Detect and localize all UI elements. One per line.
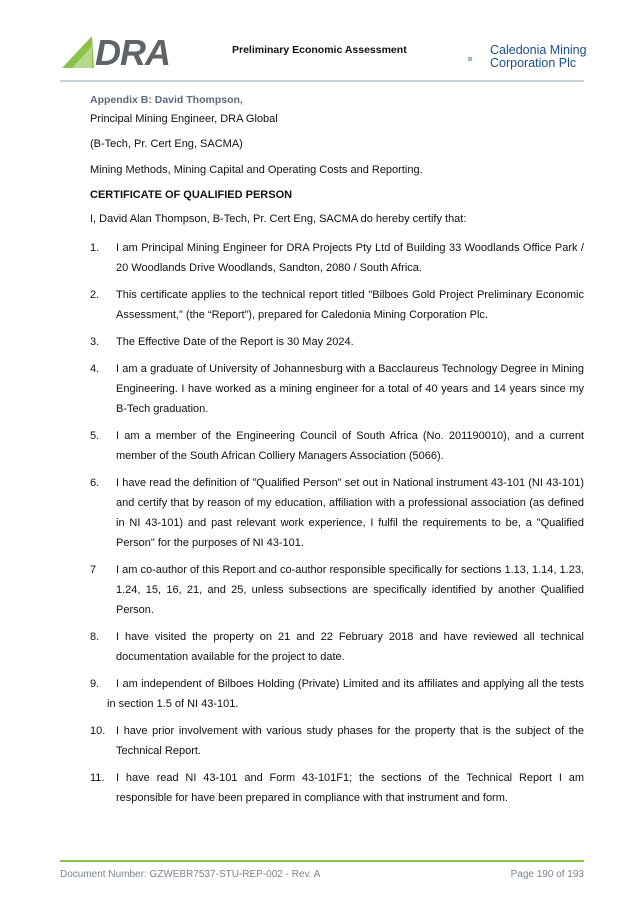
- list-item-number: 8.: [90, 631, 100, 643]
- list-item-number: 6.: [90, 477, 100, 489]
- list-item-number: 7: [90, 564, 97, 576]
- header-divider: [60, 80, 584, 82]
- list-item: [90, 238, 584, 278]
- list-item-text: I have visited the property on 21 and 22 February 2018 and have reviewed all technical documentation available for the project to date.: [116, 631, 584, 663]
- page-number: Page 190 of 193: [510, 869, 584, 880]
- dra-logo-text: DRA: [95, 34, 170, 68]
- list-item-text: I am a graduate of University of Johannesburg with a Bacclaureus Technology Degree in Mining Engineering. I have worked as a mining engineer for a total of 40 years and 14 years since my B-Tech graduation.: [116, 363, 584, 415]
- list-item: [90, 332, 584, 352]
- certify-statement: I, David Alan Thompson, B-Tech, Pr. Cert Eng, SACMA do hereby certify that:: [90, 213, 467, 225]
- certification-list: [90, 238, 584, 808]
- list-item: [90, 674, 584, 714]
- list-item: [90, 627, 584, 667]
- caledonia-logo-icon: [468, 44, 490, 74]
- list-item-number: 5.: [90, 430, 100, 442]
- caledonia-logo-line2: Corporation Plc: [490, 56, 577, 70]
- caledonia-logo-line1: Caledonia Mining: [490, 43, 587, 57]
- list-item-text: I have read NI 43-101 and Form 43-101F1; the sections of the Technical Report I am responsible for have been prepared in compliance with that instrument and form.: [116, 772, 584, 804]
- list-item-text: I am a member of the Engineering Council of South Africa (No. 201190010), and a current member of the South African Colliery Managers Association (5066).: [116, 430, 584, 462]
- list-item-text: I have prior involvement with various study phases for the property that is the subject of the Technical Report.: [116, 725, 584, 757]
- list-item: [90, 473, 584, 553]
- list-item-text: I have read the definition of "Qualified Person" set out in National instrument 43-101 (NI 43-101) and certify that by reason of my education, affiliation with a professional association (as defined in NI 43-101) and past relevant work experience, I fulfil the requirements to be, a "Qualified Person" for the purposes of NI 43-101.: [116, 477, 584, 549]
- intro-line-1: Principal Mining Engineer, DRA Global: [90, 113, 278, 125]
- list-item-text: I am Principal Mining Engineer for DRA Projects Pty Ltd of Building 33 Woodlands Office Park / 20 Woodlands Drive Woodlands, Sandton, 2080 / South Africa.: [116, 242, 584, 274]
- list-item-text: This certificate applies to the technical report titled "Bilboes Gold Project Preliminary Economic Assessment," (the “Report”), prepared for Caledonia Mining Corporation Plc.: [116, 289, 584, 321]
- document-title: Preliminary Economic Assessment: [232, 44, 407, 56]
- list-item-number: 11.: [90, 772, 105, 784]
- caledonia-logo-text: [490, 44, 587, 70]
- document-number: Document Number: GZWEBR7537-STU-REP-002 - Rev. A: [60, 869, 321, 880]
- list-item-number: 9.: [90, 678, 100, 690]
- page-header: [0, 0, 644, 86]
- dra-logo: [62, 34, 196, 68]
- list-item: [90, 285, 584, 325]
- intro-line-3: Mining Methods, Mining Capital and Operating Costs and Reporting.: [90, 164, 423, 176]
- list-item: [90, 426, 584, 466]
- intro-line-2: (B-Tech, Pr. Cert Eng, SACMA): [90, 138, 243, 150]
- list-item-number: 2.: [90, 289, 100, 301]
- list-item: [90, 768, 584, 808]
- list-item-text: I am independent of Bilboes Holding (Private) Limited and its affiliates and applying all the tests in section 1.5 of NI 43-101.: [107, 678, 584, 710]
- list-item-text: The Effective Date of the Report is 30 May 2024.: [116, 336, 354, 348]
- list-item: [90, 721, 584, 761]
- list-item-number: 4.: [90, 363, 100, 375]
- list-item-number: 3.: [90, 336, 100, 348]
- certificate-heading: CERTIFICATE OF QUALIFIED PERSON: [90, 189, 293, 201]
- list-item: [90, 560, 584, 620]
- list-item-text: I am co-author of this Report and co-author responsible specifically for sections 1.13, 1.14, 1.23, 1.24, 15, 16, 21, and 25, unless subsections are specifically identified by another Qualified Person.: [116, 564, 584, 616]
- list-item-number: 10.: [90, 725, 106, 737]
- list-item-number: 1.: [90, 242, 100, 254]
- list-item: [90, 359, 584, 419]
- page-content: [90, 94, 584, 815]
- appendix-title: Appendix B: David Thompson,: [90, 94, 243, 106]
- footer-divider: [60, 860, 584, 862]
